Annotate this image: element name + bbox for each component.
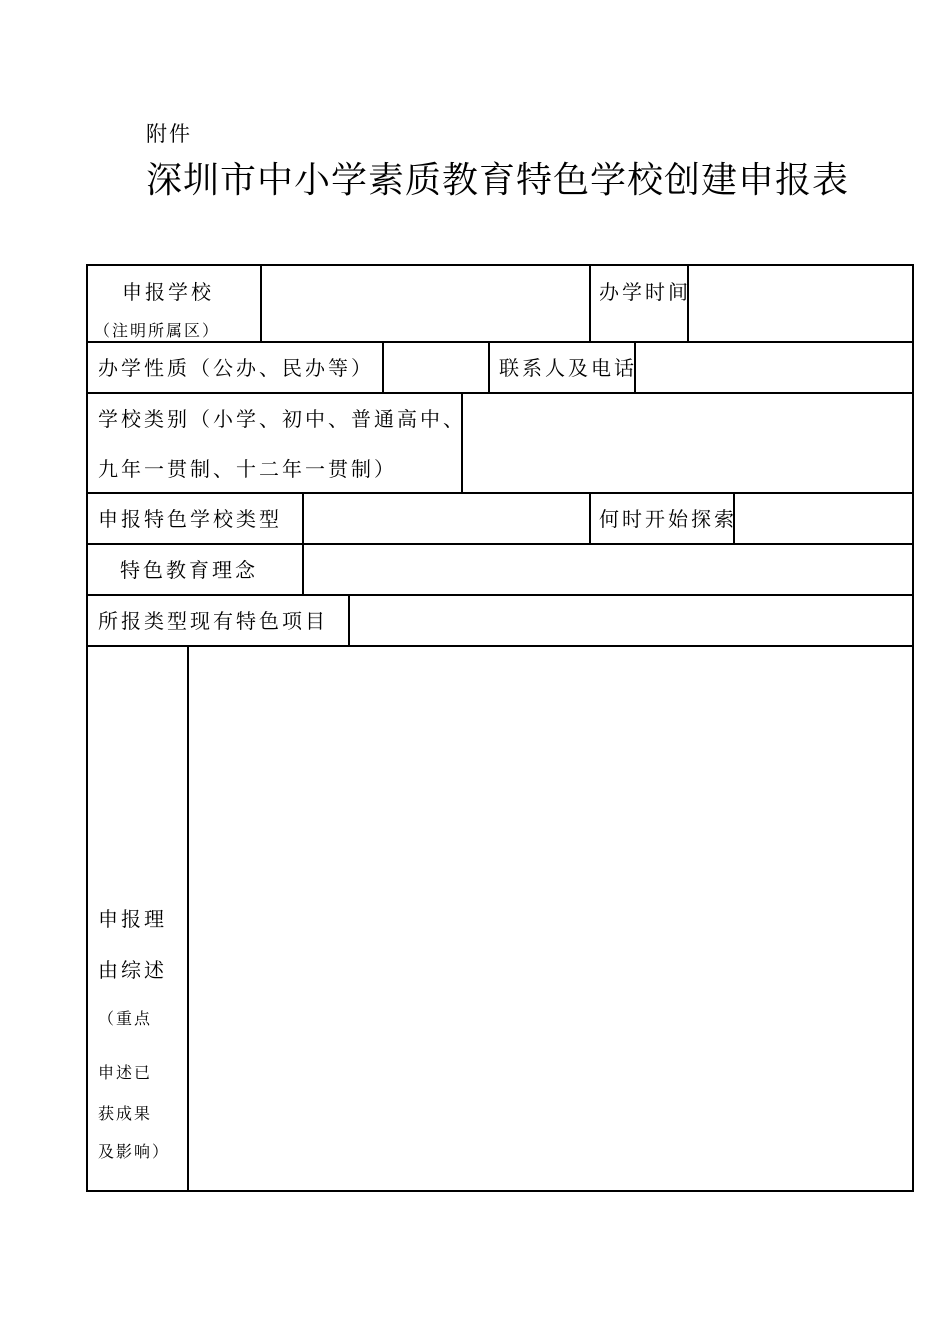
col-divider xyxy=(589,492,591,543)
explore-time-label: 何时开始探索 xyxy=(599,507,737,531)
reason-label-line-4: 申述已 xyxy=(98,1063,153,1082)
nature-field[interactable] xyxy=(384,343,487,391)
category-label-line-1: 学校类别（小学、初中、普通高中、 xyxy=(98,407,466,431)
category-field[interactable] xyxy=(463,394,913,491)
explore-time-field[interactable] xyxy=(735,494,913,542)
reason-label-line-5: 获成果 xyxy=(98,1104,153,1123)
contact-label: 联系人及电话 xyxy=(499,356,637,380)
feature-type-label: 申报特色学校类型 xyxy=(98,507,282,531)
reason-label-line-3: （重点 xyxy=(98,1009,153,1028)
col-divider xyxy=(488,341,490,392)
concept-label: 特色教育理念 xyxy=(120,558,258,582)
reason-label-line-2: 由综述 xyxy=(98,958,167,982)
feature-type-field[interactable] xyxy=(304,494,588,542)
reason-field[interactable] xyxy=(189,647,913,1191)
reason-label-line-1: 申报理 xyxy=(98,907,167,931)
projects-field[interactable] xyxy=(350,596,913,644)
category-label-line-2: 九年一贯制、十二年一贯制） xyxy=(98,457,397,481)
school-note: （注明所属区） xyxy=(94,321,221,340)
reason-label-line-6: 及影响） xyxy=(98,1142,171,1161)
run-time-field[interactable] xyxy=(689,266,913,340)
nature-label: 办学性质（公办、民办等） xyxy=(98,356,374,380)
page-title: 深圳市中小学素质教育特色学校创建申报表 xyxy=(146,160,850,201)
run-time-label: 办学时间 xyxy=(599,280,691,304)
concept-field[interactable] xyxy=(304,545,913,593)
application-form xyxy=(86,264,914,1192)
projects-label: 所报类型现有特色项目 xyxy=(98,609,328,633)
school-label: 申报学校 xyxy=(122,280,214,304)
contact-field[interactable] xyxy=(636,343,913,391)
school-name-field[interactable] xyxy=(262,266,588,340)
col-divider xyxy=(589,266,591,341)
attachment-label: 附件 xyxy=(146,122,192,146)
